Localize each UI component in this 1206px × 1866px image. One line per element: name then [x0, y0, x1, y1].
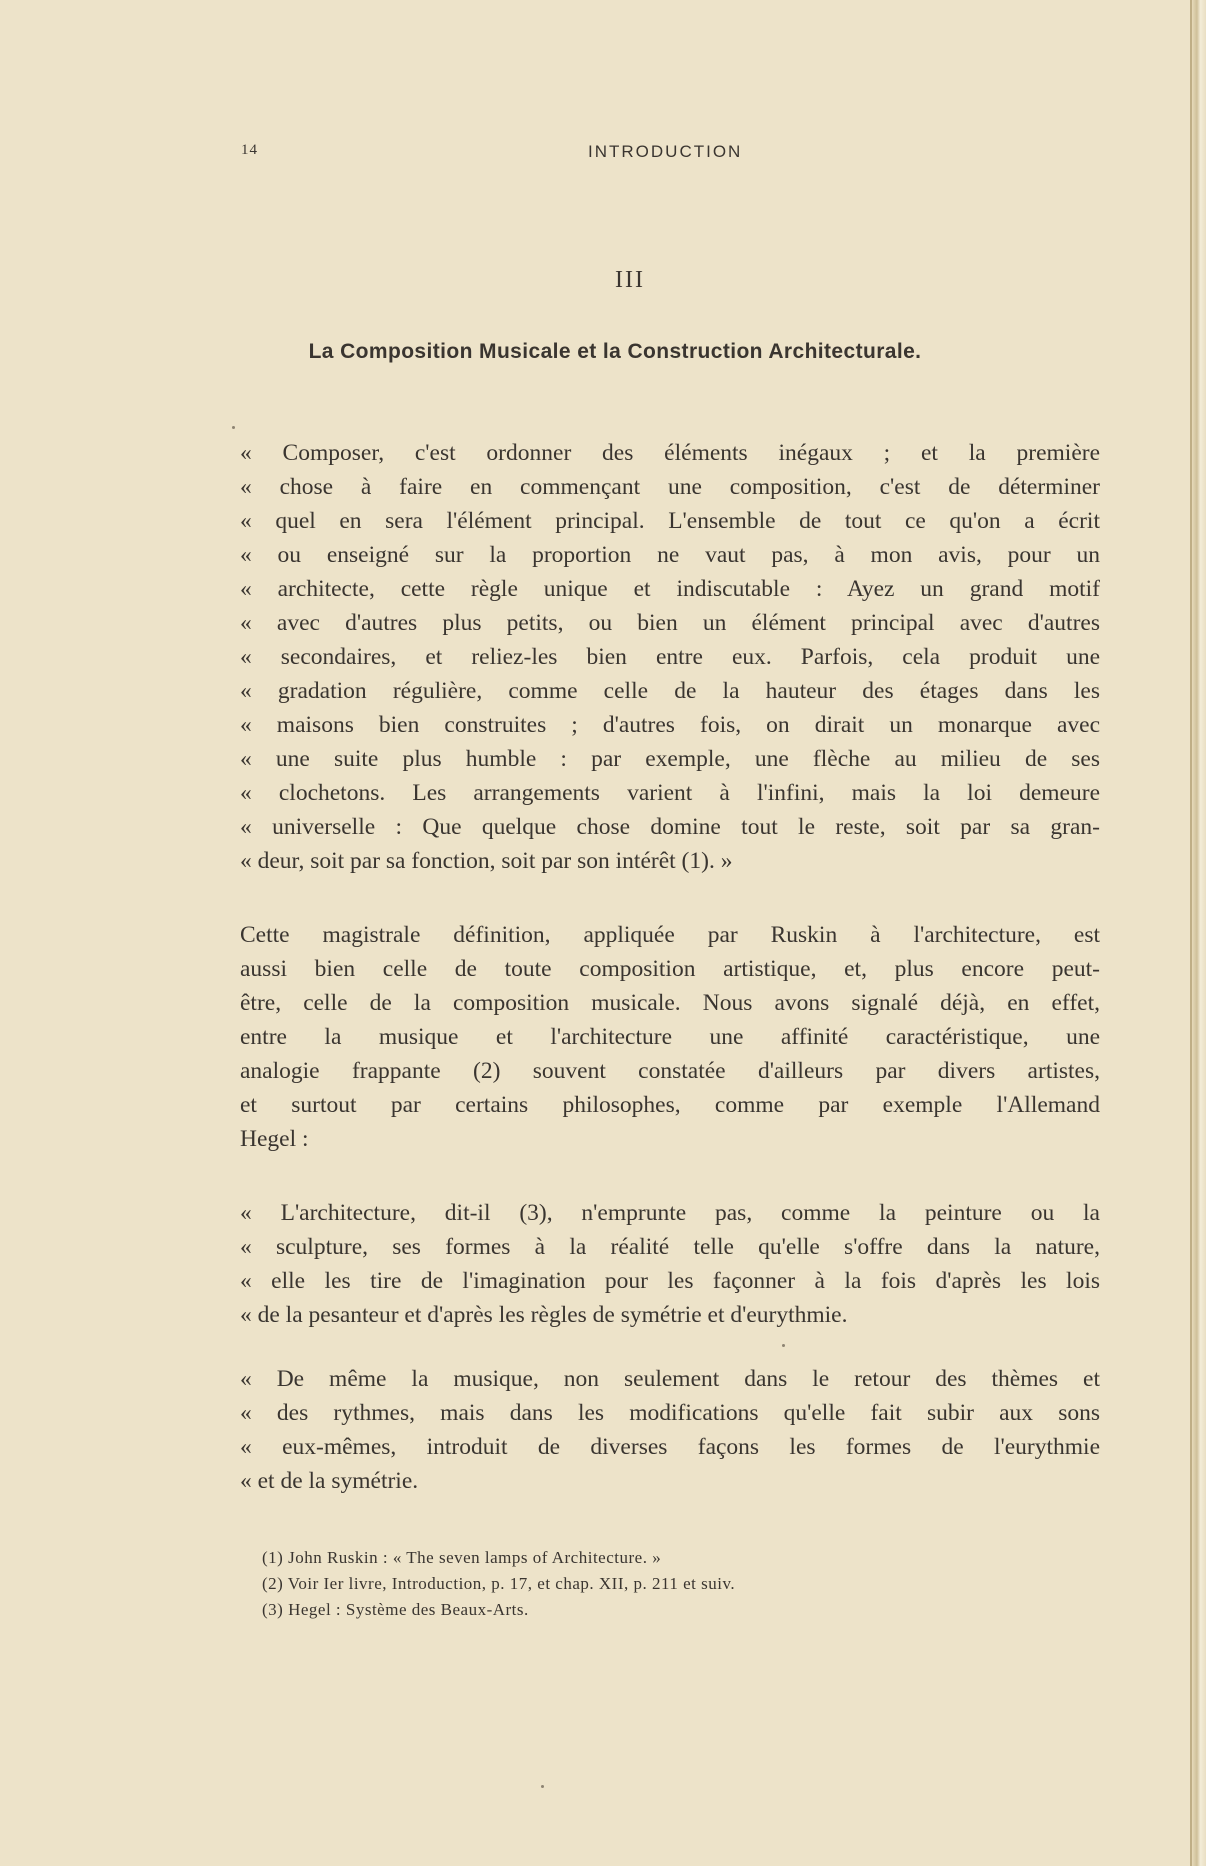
text-line: « de la pesanteur et d'après les règles de symétrie et d'eurythmie.: [240, 1302, 848, 1328]
text-line: être, celle de la composition musicale. Nous avons signalé déjà, en effet,: [240, 990, 1100, 1016]
text-line: « avec d'autres plus petits, ou bien un élément principal avec d'autres: [240, 610, 1100, 636]
text-line: « universelle : Que quelque chose domine tout le reste, soit par sa gran-: [240, 814, 1100, 840]
paper-speck: [541, 1785, 544, 1788]
text-line: « des rythmes, mais dans les modifications qu'elle fait subir aux sons: [240, 1400, 1100, 1426]
text-line: « deur, soit par sa fonction, soit par son intérêt (1). »: [240, 848, 733, 874]
text-line: Hegel :: [240, 1126, 309, 1152]
text-line: « sculpture, ses formes à la réalité telle qu'elle s'offre dans la nature,: [240, 1234, 1100, 1260]
text-line: « Composer, c'est ordonner des éléments inégaux ; et la première: [240, 440, 1100, 466]
text-line: « De même la musique, non seulement dans le retour des thèmes et: [240, 1366, 1100, 1392]
section-title: La Composition Musicale et la Construction Architecturale.: [308, 340, 922, 363]
text-line: « L'architecture, dit-il (3), n'emprunte pas, comme la peinture ou la: [240, 1200, 1100, 1226]
running-title: INTRODUCTION: [588, 142, 743, 161]
page-number: 14: [241, 142, 258, 158]
text-line: « clochetons. Les arrangements varient à l'infini, mais la loi demeure: [240, 780, 1100, 806]
footnote: (1) John Ruskin : « The seven lamps of Architecture. »: [262, 1548, 662, 1567]
text-line: « et de la symétrie.: [240, 1468, 419, 1494]
text-line: « architecte, cette règle unique et indiscutable : Ayez un grand motif: [240, 576, 1100, 602]
footnote: (2) Voir Ier livre, Introduction, p. 17, et chap. XII, p. 211 et suiv.: [262, 1574, 736, 1593]
paper-speck: [782, 1344, 785, 1347]
text-line: Cette magistrale définition, appliquée par Ruskin à l'architecture, est: [240, 922, 1100, 948]
text-line: et surtout par certains philosophes, comme par exemple l'Allemand: [240, 1092, 1100, 1118]
section-number: III: [615, 267, 645, 293]
text-line: « gradation régulière, comme celle de la hauteur des étages dans les: [240, 678, 1100, 704]
text-line: « elle les tire de l'imagination pour les façonner à la fois d'après les lois: [240, 1268, 1100, 1294]
text-line: « maisons bien construites ; d'autres fois, on dirait un monarque avec: [240, 712, 1100, 738]
text-line: entre la musique et l'architecture une affinité caractéristique, une: [240, 1024, 1100, 1050]
text-line: aussi bien celle de toute composition artistique, et, plus encore peut-: [240, 956, 1100, 982]
text-line: « ou enseigné sur la proportion ne vaut pas, à mon avis, pour un: [240, 542, 1100, 568]
text-line: analogie frappante (2) souvent constatée d'ailleurs par divers artistes,: [240, 1058, 1100, 1084]
text-line: « une suite plus humble : par exemple, une flèche au milieu de ses: [240, 746, 1100, 772]
text-line: « eux-mêmes, introduit de diverses façons les formes de l'eurythmie: [240, 1434, 1100, 1460]
text-line: « secondaires, et reliez-les bien entre eux. Parfois, cela produit une: [240, 644, 1100, 670]
text-line: « quel en sera l'élément principal. L'ensemble de tout ce qu'on a écrit: [240, 508, 1100, 534]
running-header: [0, 142, 1206, 166]
footnote: (3) Hegel : Système des Beaux-Arts.: [262, 1600, 529, 1619]
text-line: « chose à faire en commençant une composition, c'est de déterminer: [240, 474, 1100, 500]
paper-speck: [232, 426, 235, 429]
